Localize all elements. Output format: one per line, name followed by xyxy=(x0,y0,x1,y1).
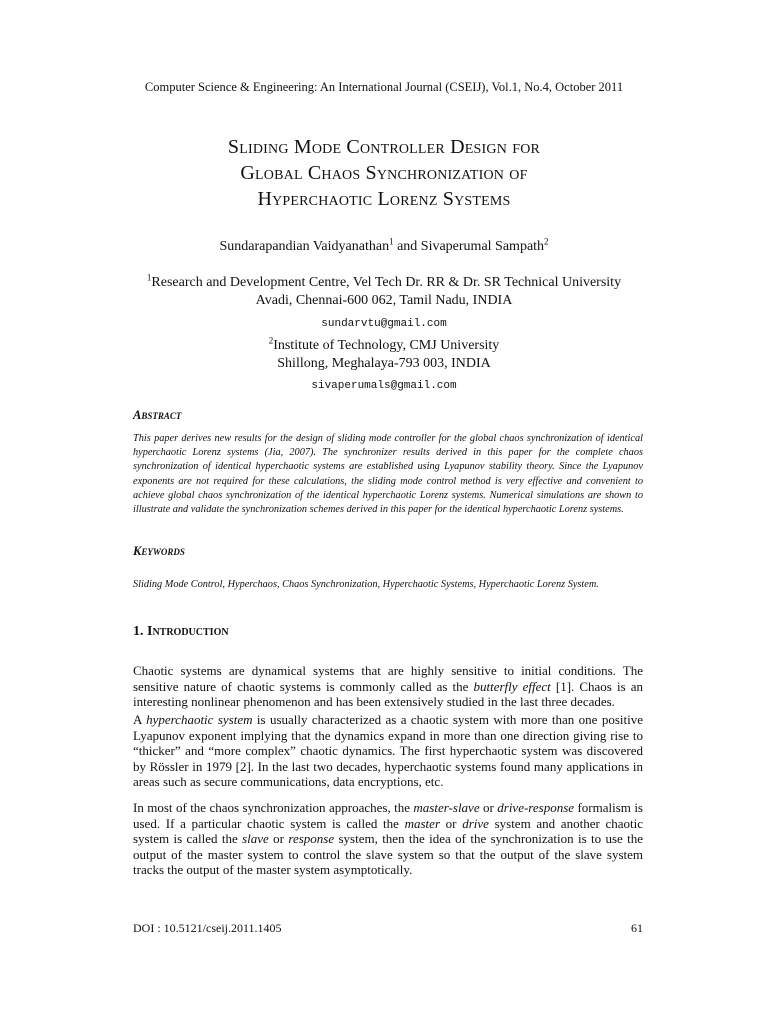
affiliation-1-line-1: Research and Development Centre, Vel Tech Dr. RR & Dr. SR Technical University xyxy=(151,275,622,290)
affiliation-2 xyxy=(0,337,768,373)
emphasis-run: response xyxy=(288,831,335,847)
affiliation-2-line-1: Institute of Technology, CMJ University xyxy=(273,338,500,353)
text-run: or xyxy=(440,815,463,831)
emphasis-run: slave xyxy=(242,831,269,847)
intro-paragraph-3 xyxy=(133,800,643,878)
affiliation-1-line-2: Avadi, Chennai-600 062, Tamil Nadu, INDIA xyxy=(255,293,513,308)
page-number: 61 xyxy=(631,921,643,935)
author-1-email[interactable]: sundarvtu@gmail.com xyxy=(321,318,447,330)
text-run: formalism is used. If a particular chaotic system is called the xyxy=(133,800,643,831)
abstract-text: This paper derives new results for the design of sliding mode controller for the global chaos synchronization of identical hyperchaotic Lorenz systems (Jia, 2007). The synchronizer results derived in this paper for the complete chaos synchronization of identical hyperchaotic systems are established using Lyapunov stability theory. Since the Lyapunov exponents are not required for these calculations, the sliding mode control method is very effective and convenient to achieve global chaos synchronization of the identical hyperchaotic Lorenz systems. Numerical simulations are shown to illustrate and validate the synchronization schemes derived in this paper for the identical hyperchaotic Lorenz systems. xyxy=(133,433,643,516)
emphasis-run: master-slave xyxy=(413,800,480,815)
affiliation-1 xyxy=(0,274,768,310)
running-header: Computer Science & Engineering: An International Journal (CSEIJ), Vol.1, No.4, October 2011 xyxy=(144,80,624,94)
paper-title xyxy=(0,134,768,212)
intro-paragraph-2 xyxy=(133,712,643,790)
emphasis-run: butterfly effect xyxy=(473,678,551,694)
keywords-heading: Keywords xyxy=(133,544,185,558)
emphasis-run: drive xyxy=(462,815,489,831)
text-run: Chaotic systems are dynamical systems that are highly sensitive to initial conditions. The sensitive nature of chaotic systems is commonly called as the xyxy=(133,663,643,694)
intro-paragraph-1 xyxy=(133,663,643,710)
affiliation-1-marker: 1 xyxy=(146,272,152,283)
author-1-affil-marker: 1 xyxy=(389,236,394,247)
author-list xyxy=(0,236,768,255)
text-run: A xyxy=(133,712,147,727)
text-run: is usually characterized as a chaotic system with more than one positive Lyapunov exponent implying that the dynamics expand in more than one direction giving rise to “thicker” and “more complex” chaotic dynamics. The first hyperchaotic system was discovered by Rössler in 1979 [2]. In the last two decades, hyperchaotic systems found many applications in areas such as secure communications, data encryptions, etc. xyxy=(133,712,643,790)
emphasis-run: hyperchaotic system xyxy=(146,712,253,727)
introduction-heading: 1. Introduction xyxy=(133,624,229,639)
title-line-3: Hyperchaotic Lorenz Systems xyxy=(257,188,511,210)
author-2: and Sivaperumal Sampath xyxy=(393,239,545,254)
text-run: system, then the idea of the synchronization is to use the output of the master system to control the slave system so that the output of the slave system tracks the output of the master system asymptotically. xyxy=(133,831,644,878)
text-run: [1]. Chaos is an interesting nonlinear phenomenon and has been extensively studied in the last three decades. xyxy=(133,678,643,710)
author-2-affil-marker: 2 xyxy=(544,236,549,247)
title-line-1: Sliding Mode Controller Design for xyxy=(227,136,541,158)
text-run: In most of the chaos synchronization approaches, the xyxy=(133,800,414,815)
abstract-heading: Abstract xyxy=(133,408,182,422)
title-line-2: Global Chaos Synchronization of xyxy=(240,162,528,184)
author-1: Sundarapandian Vaidyanathan xyxy=(219,239,390,254)
emphasis-run: drive-response xyxy=(497,800,575,815)
text-run: or xyxy=(268,831,289,847)
author-2-email[interactable]: sivaperumals@gmail.com xyxy=(311,380,457,392)
doi-footer[interactable]: DOI : 10.5121/cseij.2011.1405 xyxy=(133,921,282,935)
text-run: or xyxy=(479,800,498,815)
affiliation-2-marker: 2 xyxy=(268,335,274,346)
text-run: system and another chaotic system is called the xyxy=(133,815,643,847)
emphasis-run: master xyxy=(404,815,440,831)
affiliation-2-line-2: Shillong, Meghalaya-793 003, INDIA xyxy=(277,356,491,371)
keywords-text: Sliding Mode Control, Hyperchaos, Chaos Synchronization, Hyperchaotic Systems, Hyperchaotic Lorenz System. xyxy=(133,579,599,590)
